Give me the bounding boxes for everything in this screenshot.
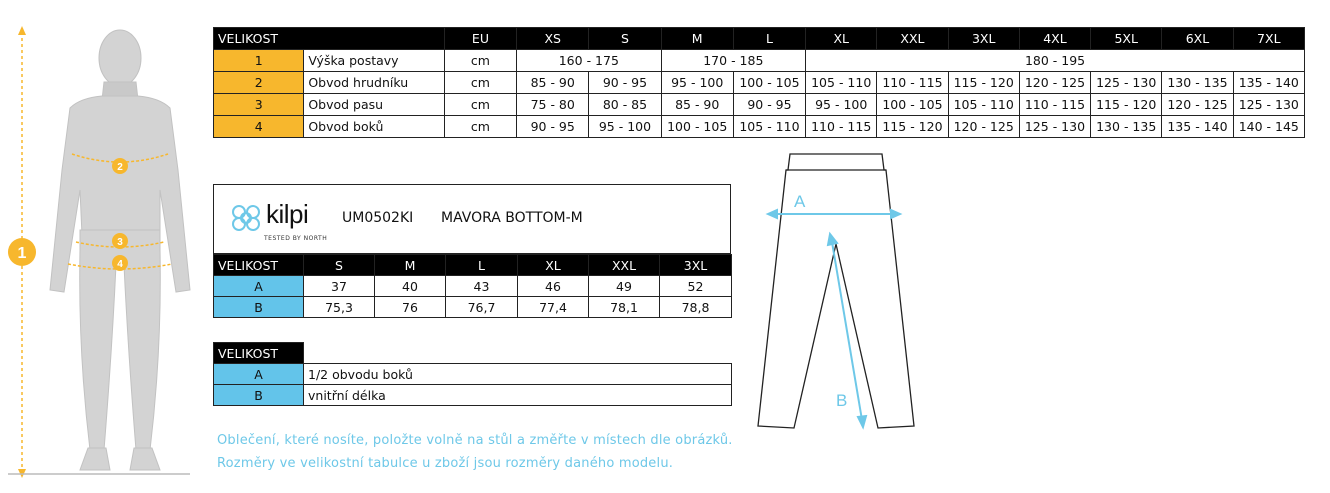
size-value-cell: 130 - 135 [1162, 72, 1233, 94]
header-velikost: VELIKOST [214, 28, 304, 50]
size-value-cell: 160 - 175 [517, 50, 662, 72]
svg-text:3: 3 [117, 237, 123, 248]
size-value-cell: 135 - 140 [1162, 116, 1233, 138]
brand-name: kilpi [266, 199, 309, 229]
size-value-cell: 120 - 125 [948, 116, 1019, 138]
legend-description: 1/2 obvodu boků [304, 364, 732, 385]
row-number: 2 [214, 72, 304, 94]
legend-label: B [214, 385, 304, 406]
measure-value: 43 [446, 276, 518, 297]
row-number: 3 [214, 94, 304, 116]
measure-value: 75,3 [304, 297, 375, 318]
size-value-cell: 110 - 115 [806, 116, 877, 138]
table-row [214, 50, 1305, 72]
product-header [213, 184, 731, 254]
measure-label: A [214, 276, 304, 297]
header-cell: 5XL [1091, 28, 1162, 50]
header-cell: 7XL [1233, 28, 1304, 50]
measure-value: 76,7 [446, 297, 518, 318]
legend-row [214, 364, 732, 385]
unit-cell: cm [444, 50, 516, 72]
marker-1 [8, 238, 36, 266]
row-number: 1 [214, 50, 304, 72]
product-code: UM0502KI [342, 210, 414, 226]
size-value-cell: 95 - 100 [661, 72, 733, 94]
size-value-cell: 120 - 125 [1019, 72, 1090, 94]
product-name: MAVORA BOTTOM-M [441, 210, 583, 226]
measure-value: 76 [375, 297, 446, 318]
row-number: 4 [214, 116, 304, 138]
legend-label: A [214, 364, 304, 385]
brand-tagline: TESTED BY NORTH [264, 235, 328, 242]
table-row [214, 72, 1305, 94]
svg-text:1: 1 [17, 245, 27, 262]
header-size: L [446, 255, 518, 276]
header-cell: L [733, 28, 805, 50]
size-value-cell: 75 - 80 [517, 94, 589, 116]
measure-value: 77,4 [518, 297, 589, 318]
marker-4 [112, 255, 128, 271]
table-row [214, 94, 1305, 116]
pants-label-b: B [836, 391, 848, 410]
header-size: S [304, 255, 375, 276]
size-value-cell: 170 - 185 [661, 50, 806, 72]
measure-value: 52 [660, 276, 732, 297]
size-value-cell: 105 - 110 [948, 94, 1019, 116]
size-value-cell: 85 - 90 [517, 72, 589, 94]
header-cell: XL [806, 28, 877, 50]
header-cell: 6XL [1162, 28, 1233, 50]
size-value-cell: 90 - 95 [589, 72, 661, 94]
measure-value: 78,8 [660, 297, 732, 318]
marker-3 [112, 233, 128, 249]
note-line-2: Rozměry ve velikostní tabulce u zboží jsou rozměry daného modelu. [217, 456, 674, 471]
measure-value: 37 [304, 276, 375, 297]
row-label: Obvod pasu [304, 94, 445, 116]
table-header-row [214, 255, 732, 276]
body-measurement-figure [0, 20, 200, 480]
unit-cell: cm [444, 72, 516, 94]
size-value-cell: 115 - 120 [1091, 94, 1162, 116]
header-cell: 4XL [1019, 28, 1090, 50]
table-header-row [214, 28, 1305, 50]
legend-row [214, 385, 732, 406]
size-chart-table [213, 27, 1305, 138]
unit-cell: cm [444, 94, 516, 116]
legend-header: VELIKOST [214, 343, 304, 364]
size-value-cell: 90 - 95 [517, 116, 589, 138]
header-cell: 3XL [948, 28, 1019, 50]
unit-cell: cm [444, 116, 516, 138]
row-label: Obvod boků [304, 116, 445, 138]
size-value-cell: 135 - 140 [1233, 72, 1304, 94]
size-value-cell: 105 - 110 [733, 116, 805, 138]
size-value-cell: 115 - 120 [948, 72, 1019, 94]
size-value-cell: 125 - 130 [1019, 116, 1090, 138]
marker-2 [112, 158, 128, 174]
header-size: XXL [589, 255, 660, 276]
pants-label-a: A [794, 192, 806, 211]
table-row [214, 297, 732, 318]
legend-table [213, 342, 732, 406]
size-value-cell: 115 - 120 [877, 116, 948, 138]
size-value-cell: 140 - 145 [1233, 116, 1304, 138]
measure-value: 78,1 [589, 297, 660, 318]
size-value-cell: 95 - 100 [589, 116, 661, 138]
size-value-cell: 80 - 85 [589, 94, 661, 116]
measure-label: B [214, 297, 304, 318]
measure-value: 40 [375, 276, 446, 297]
header-size: M [375, 255, 446, 276]
svg-text:2: 2 [117, 162, 123, 173]
note-line-1: Oblečení, které nosíte, položte volně na stůl a změřte v místech dle obrázků. [217, 433, 733, 448]
header-cell: S [589, 28, 661, 50]
size-value-cell: 100 - 105 [733, 72, 805, 94]
size-value-cell: 105 - 110 [806, 72, 877, 94]
header-size: XL [518, 255, 589, 276]
size-value-cell: 90 - 95 [733, 94, 805, 116]
header-cell: EU [444, 28, 516, 50]
size-value-cell: 100 - 105 [877, 94, 948, 116]
header-cell: XS [517, 28, 589, 50]
svg-text:4: 4 [117, 259, 123, 270]
model-measurement-table [213, 254, 732, 318]
header-cell: M [661, 28, 733, 50]
pants-diagram [750, 150, 920, 432]
measure-value: 49 [589, 276, 660, 297]
size-value-cell: 125 - 130 [1091, 72, 1162, 94]
size-value-cell: 120 - 125 [1162, 94, 1233, 116]
row-label: Výška postavy [304, 50, 445, 72]
header-size: 3XL [660, 255, 732, 276]
header-cell [304, 28, 445, 50]
header-cell: XXL [877, 28, 948, 50]
size-value-cell: 110 - 115 [877, 72, 948, 94]
measure-value: 46 [518, 276, 589, 297]
size-value-cell: 180 - 195 [806, 50, 1305, 72]
size-value-cell: 95 - 100 [806, 94, 877, 116]
size-value-cell: 130 - 135 [1091, 116, 1162, 138]
legend-description: vnitřní délka [304, 385, 732, 406]
size-value-cell: 110 - 115 [1019, 94, 1090, 116]
kilpi-logo-icon [228, 201, 264, 235]
table-row [214, 276, 732, 297]
header-velikost: VELIKOST [214, 255, 304, 276]
table-row [214, 116, 1305, 138]
row-label: Obvod hrudníku [304, 72, 445, 94]
size-value-cell: 85 - 90 [661, 94, 733, 116]
size-value-cell: 100 - 105 [661, 116, 733, 138]
size-value-cell: 125 - 130 [1233, 94, 1304, 116]
